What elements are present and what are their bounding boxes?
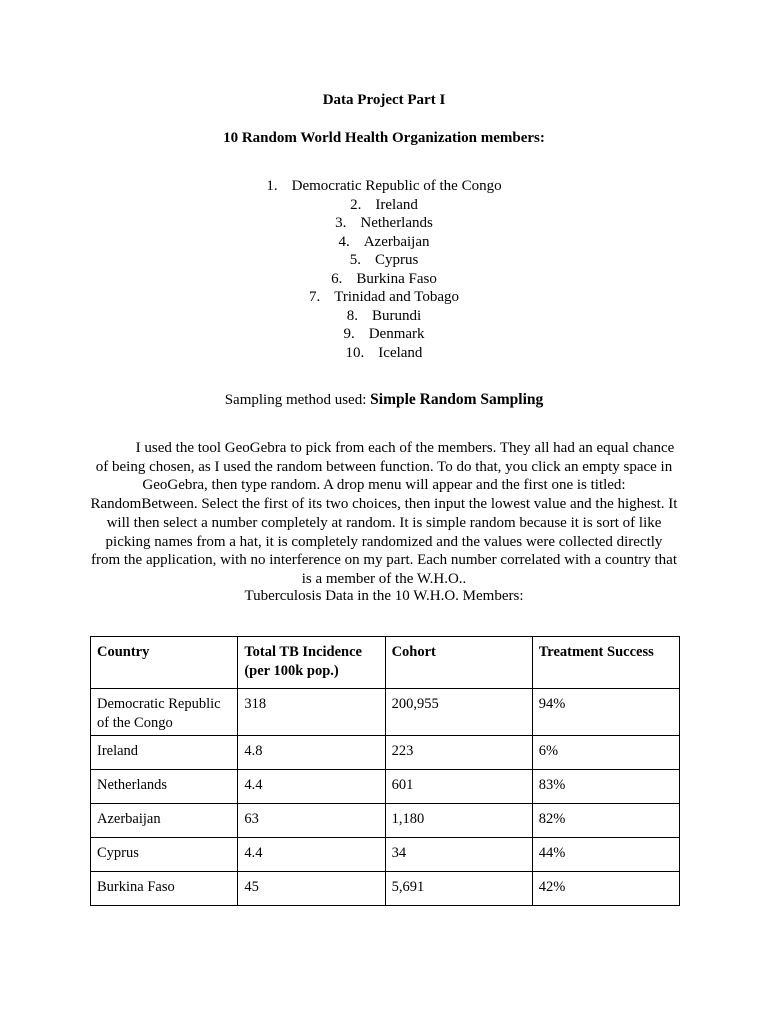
list-item: 8. Burundi [346,307,422,324]
table-caption: Tuberculosis Data in the 10 W.H.O. Members: [244,588,524,604]
cell-cohort: 34 [385,838,532,872]
header-tb-incidence: Total TB Incidence (per 100k pop.) [238,637,385,689]
cell-cohort: 601 [385,770,532,804]
cell-cohort: 1,180 [385,804,532,838]
table-header-row [91,637,680,689]
list-item: 2. Ireland [350,196,418,213]
cell-cohort: 200,955 [385,689,532,736]
cell-cohort: 5,691 [385,872,532,906]
cell-success: 42% [532,872,679,906]
table-row [91,872,680,906]
header-cohort: Cohort [385,637,532,689]
header-country: Country [91,637,238,689]
list-item: 4. Azerbaijan [338,233,430,250]
member-list [0,177,768,362]
cell-incidence: 318 [238,689,385,736]
list-item: 5. Cyprus [349,252,419,268]
paragraph-text: I used the tool GeoGebra to pick from each of the members. They all had an equal chance of being chosen, as I used the random between function. To do that, you click an empty space in GeoGebra, then type random. A drop menu will appear and the first one is titled: RandomBetween. Select the first of its two choices, then input the lowest value and the highest. It will then select a number completely at random. It is simple random because it is sort of like picking names from a hat, it is completely randomized and the values were collected directly from the application, with no interference on my part. Each number correlated with a country that is a member of the W.H.O.. [90,440,678,587]
cell-country: Democratic Republic of the Congo [91,689,238,736]
cell-incidence: 4.8 [238,736,385,770]
document-subtitle: 10 Random World Health Organization members: [223,130,545,146]
cell-incidence: 4.4 [238,770,385,804]
cell-success: 82% [532,804,679,838]
document-title: Data Project Part I [322,92,446,108]
list-item: 10. Iceland [345,344,423,361]
list-item: 3. Netherlands [335,215,433,231]
table-row [91,770,680,804]
cell-country: Ireland [91,736,238,770]
header-treatment-success: Treatment Success [532,637,679,689]
table-row [91,804,680,838]
cell-success: 83% [532,770,679,804]
sampling-label: Sampling method used: [224,392,371,408]
list-item: 9. Denmark [343,326,425,342]
cell-country: Burkina Faso [91,872,238,906]
cell-success: 6% [532,736,679,770]
cell-country: Cyprus [91,838,238,872]
cell-incidence: 63 [238,804,385,838]
sampling-method-line [0,391,768,409]
cell-success: 44% [532,838,679,872]
table-row [91,838,680,872]
table-row [91,689,680,736]
table-row [91,736,680,770]
list-item: 1. Democratic Republic of the Congo [266,178,502,194]
tb-data-table [90,636,680,906]
cell-success: 94% [532,689,679,736]
cell-incidence: 4.4 [238,838,385,872]
sampling-method: Simple Random Sampling [370,391,544,408]
cell-cohort: 223 [385,736,532,770]
list-item: 6. Burkina Faso [331,270,437,287]
list-item: 7. Trinidad and Tobago [308,289,460,305]
cell-country: Azerbaijan [91,804,238,838]
method-explanation [90,439,678,589]
cell-incidence: 45 [238,872,385,906]
cell-country: Netherlands [91,770,238,804]
